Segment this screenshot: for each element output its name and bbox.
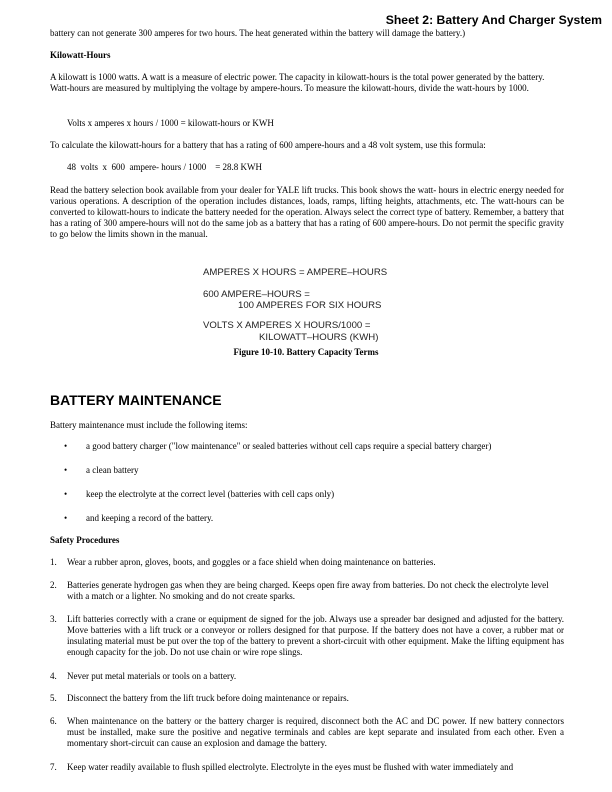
figure-line-3: 100 AMPERES FOR SIX HOURS xyxy=(238,300,382,311)
figure-line-4: VOLTS X AMPERES X HOURS/1000 = xyxy=(203,320,371,331)
figure-caption: Figure 10-10. Battery Capacity Terms xyxy=(233,347,379,357)
kwh-paragraph-1: A kilowatt is 1000 watts. A watt is a measure of electric power. The capacity in kilowatt-hours is the total power generated by the battery. Watt-hours are measured by multiplying the voltage by ampere-hours. To measure the kilowatt-hours, divide the watt-hours by 1000. xyxy=(50,72,545,93)
kwh-example: 48 volts x 600 ampere- hours / 1000 = 28.8 KWH xyxy=(67,162,263,172)
figure-line-5: KILOWATT–HOURS (KWH) xyxy=(259,332,379,343)
bullet-marker: • xyxy=(64,465,68,475)
kwh-paragraph-2: To calculate the kilowatt-hours for a battery that has a rating of 600 ampere-hours and a 48 volt system, use this formula: xyxy=(50,140,486,150)
bullet-marker: • xyxy=(64,489,68,499)
item-number: 3. xyxy=(50,614,57,624)
figure-line-2: 600 AMPERE–HOURS = xyxy=(203,289,310,300)
maintenance-intro: Battery maintenance must include the following items: xyxy=(50,420,248,430)
kwh-heading: Kilowatt-Hours xyxy=(50,50,111,60)
list-item: When maintenance on the battery or the battery charger is required, disconnect both the AC and DC power. If new battery connectors must be installed, make sure the positive and negative terminals and cables are kept separate and insulated from each other. Even a momentary short-circuit can cause an explosion and damage the battery. xyxy=(67,716,564,748)
list-item: Wear a rubber apron, gloves, boots, and goggles or a face shield when doing maintenance on batteries. xyxy=(67,557,436,567)
list-item: Disconnect the battery from the lift truck before doing maintenance or repairs. xyxy=(67,693,349,703)
item-number: 4. xyxy=(50,671,57,681)
kwh-paragraph-3: Read the battery selection book available from your dealer for YALE lift trucks. This book shows the watt- hours in electric energy needed for various operations. A description of the operation includes distances, loads, ramps, lifting heights, attachments, etc. The watt-hours can be converted to kilowatt-hours to indicate the battery needed for the operation. Always select the correct type of battery. Remember, a battery that has a rating of 300 ampere-hours will not do the same job as a battery that has a rating of 600 ampere-hours. Do not permit the specific gravity to go below the limits shown in the manual. xyxy=(50,185,564,239)
bullet-marker: • xyxy=(64,441,68,451)
item-number: 1. xyxy=(50,557,57,567)
sheet-title: Sheet 2: Battery And Charger System xyxy=(385,13,602,27)
list-item: a good battery charger ("low maintenance" or sealed batteries without cell caps require a special battery charger) xyxy=(86,441,492,451)
list-item: keep the electrolyte at the correct level (batteries with cell caps only) xyxy=(86,489,335,499)
kwh-formula: Volts x amperes x hours / 1000 = kilowatt-hours or KWH xyxy=(67,118,274,128)
figure-line-1: AMPERES X HOURS = AMPERE–HOURS xyxy=(203,267,388,278)
bullet-marker: • xyxy=(64,513,68,523)
safety-heading: Safety Procedures xyxy=(50,535,120,545)
continued-text: battery can not generate 300 amperes for two hours. The heat generated within the battery will damage the battery.) xyxy=(50,28,466,38)
list-item: a clean battery xyxy=(86,465,139,475)
maintenance-heading: BATTERY MAINTENANCE xyxy=(50,392,222,408)
list-item: Lift batteries correctly with a crane or equipment de signed for the job. Always use a spreader bar designed and adjusted for the battery. Move batteries with a lift truck or a conveyor or rollers designed for that purpose. If the battery does not have a cover, a rubber mat or insulating material must be put over the top of the battery to prevent a short-circuit with other equipment. Make the lifting equipment has enough capacity for the job. Do not use chain or wire rope slings. xyxy=(67,614,564,657)
item-number: 5. xyxy=(50,693,57,703)
list-item: Batteries generate hydrogen gas when they are being charged. Keeps open fire away from batteries. Do not check the electrolyte level with a match or a lighter. No smoking and do not create sparks. xyxy=(67,580,549,601)
list-item: Keep water readily available to flush spilled electrolyte. Electrolyte in the eyes must be flushed with water immediately and xyxy=(67,762,514,772)
item-number: 7. xyxy=(50,762,57,772)
list-item: and keeping a record of the battery. xyxy=(86,513,214,523)
item-number: 2. xyxy=(50,580,57,590)
item-number: 6. xyxy=(50,716,57,726)
list-item: Never put metal materials or tools on a battery. xyxy=(67,671,237,681)
